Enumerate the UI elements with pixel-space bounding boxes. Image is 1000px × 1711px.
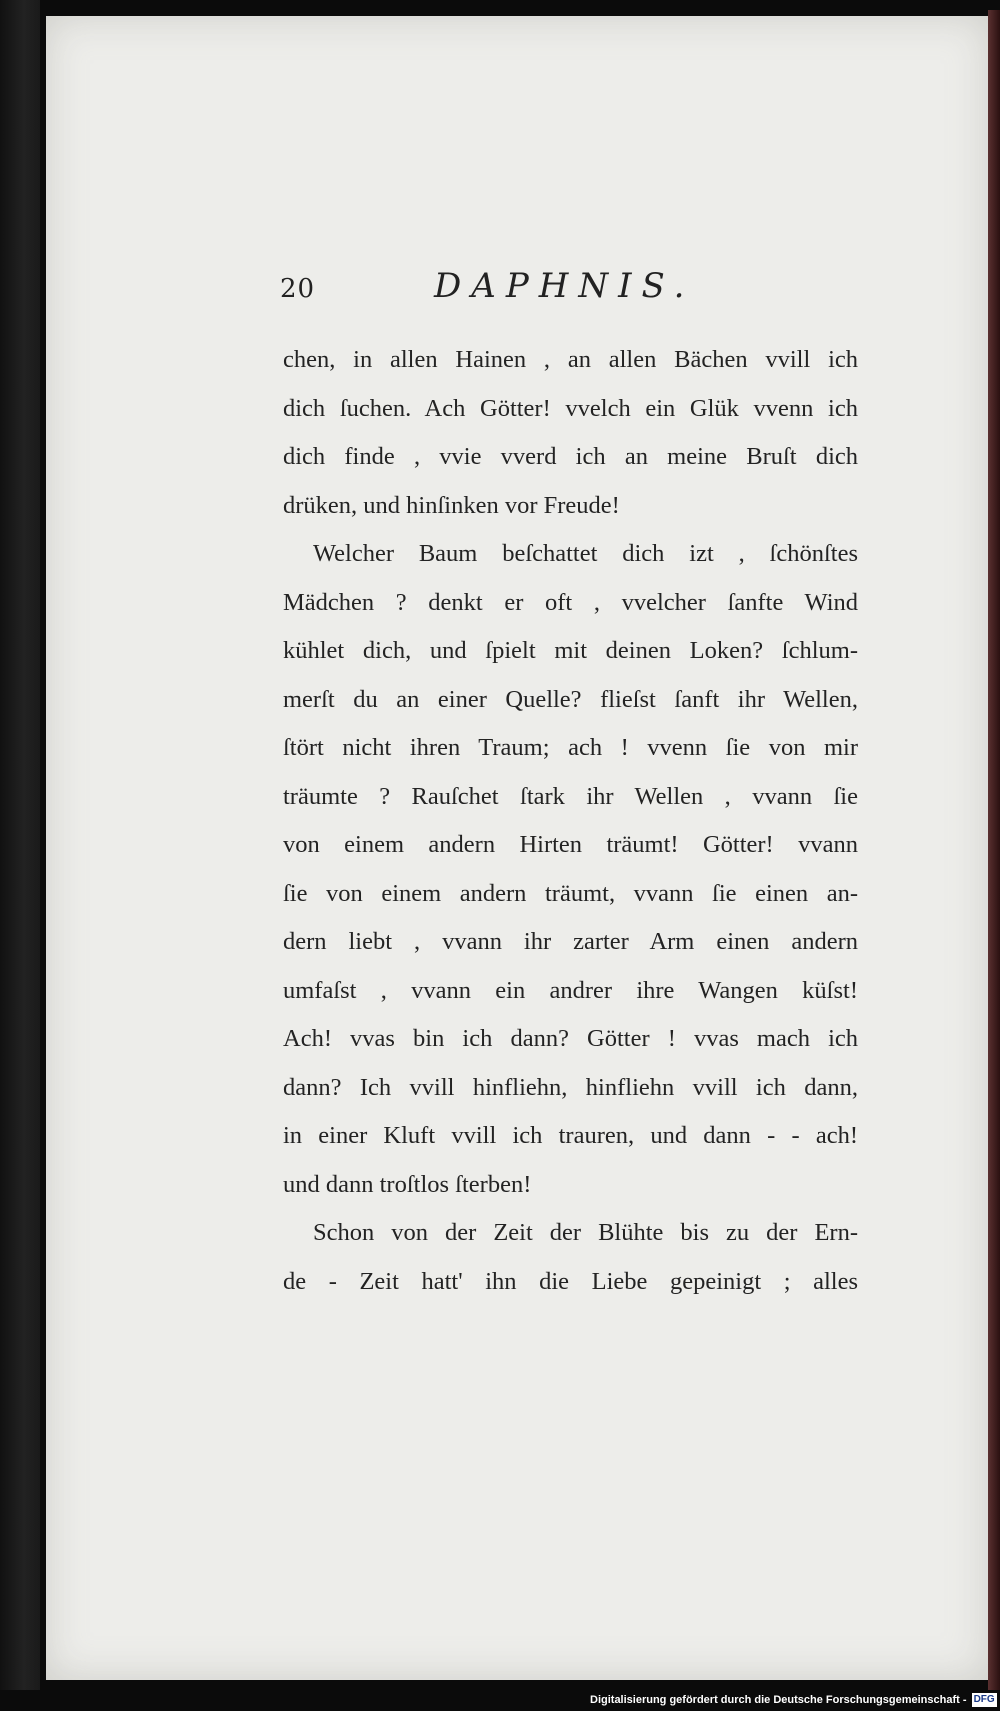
book-spine-edge [0,0,40,1690]
text-line: träumte ? Rauſchet ſtark ihr Wellen , vvann ſie [283,782,858,810]
credit-text: Digitalisierung gefördert durch die Deutsche Forschungsgemeinschaft - [590,1694,967,1706]
book-cover-edge [988,10,1000,1690]
page-number: 20 [280,274,316,304]
body-text [283,336,858,1306]
text-line: de - Zeit hatt' ihn die Liebe gepeinigt ; alles [283,1267,858,1295]
text-line: ſtört nicht ihren Traum; ach ! vvenn ſie von mir [283,734,858,761]
text-line: dann? Ich vvill hinfliehn, hinfliehn vvill ich dann, [283,1073,858,1101]
digitization-credit [590,1690,995,1710]
text-line: drüken, und hinſinken vor Freude! [283,491,620,519]
text-line: dern liebt , vvann ihr zarter Arm einen andern [283,928,858,955]
dfg-logo: DFG [973,1694,995,1706]
text-line: Ach! vvas bin ich dann? Götter ! vvas mach ich [283,1025,858,1052]
text-line: Schon von der Zeit der Blühte bis zu der Ern- [313,1219,858,1246]
page-header [280,266,840,310]
text-line: kühlet dich, und ſpielt mit deinen Loken? ſchlum- [283,637,858,664]
text-line: ſie von einem andern träumt, vvann ſie einen an- [283,879,858,907]
text-line: von einem andern Hirten träumt! Götter! vvann [283,831,858,858]
text-line: und dann troſtlos ſterben! [283,1170,532,1198]
text-line: Mädchen ? denkt er oft , vvelcher ſanfte Wind [283,588,858,616]
text-line: Welcher Baum beſchattet dich izt , ſchönſtes [313,540,858,567]
text-line: merſt du an einer Quelle? flieſst ſanft ihr Wellen, [283,685,858,713]
text-line: chen, in allen Hainen , an allen Bächen vvill ich [283,346,858,373]
text-line: dich finde , vvie vverd ich an meine Bruſt dich [283,443,858,470]
text-line: umfaſst , vvann ein andrer ihre Wangen küſst! [283,976,858,1004]
text-line: dich ſuchen. Ach Götter! vvelch ein Glük vvenn ich [283,394,858,422]
running-head-title: DAPHNIS. [434,266,695,306]
text-line: in einer Kluft vvill ich trauren, und dann - - ach! [283,1122,858,1149]
